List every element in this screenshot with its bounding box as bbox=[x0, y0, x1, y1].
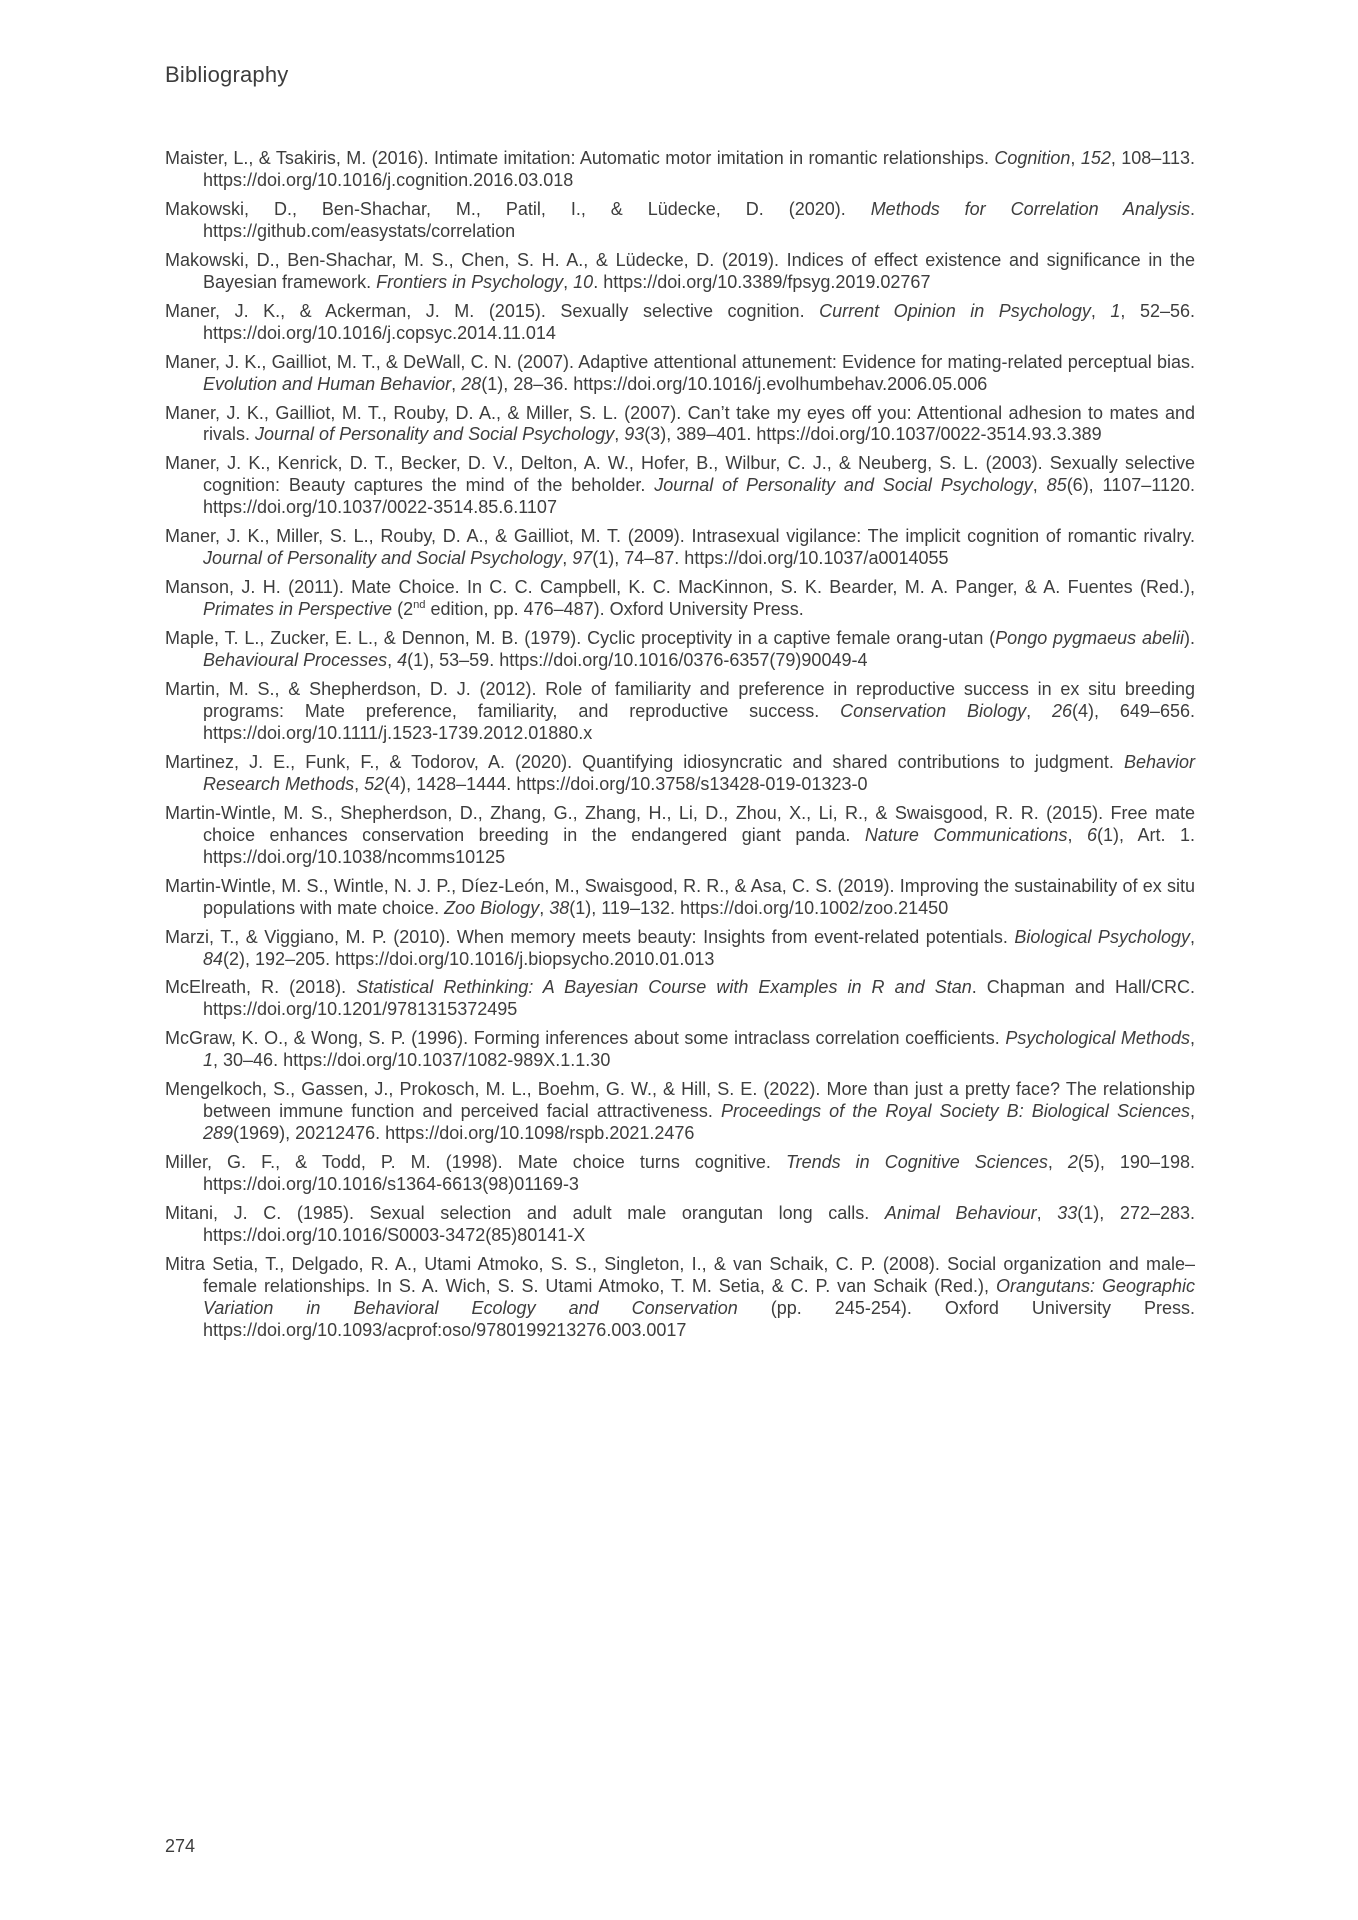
reference-text-segment: Martin-Wintle, M. S., Wintle, N. J. P., Díez-León, M., Swaisgood, R. R., & Asa, C. S. (2019). Improving the sustainability of ex situ populations with mate choice. bbox=[165, 875, 1195, 918]
reference-italic-segment: Nature Communications bbox=[864, 824, 1068, 845]
reference-text-segment: , bbox=[1189, 926, 1195, 947]
reference-entry bbox=[165, 250, 1195, 294]
reference-text-segment: Miller, G. F., & Todd, P. M. (1998). Mate choice turns cognitive. bbox=[165, 1152, 786, 1173]
reference-italic-segment: 52 bbox=[364, 773, 385, 794]
reference-text-segment: Maner, J. K., Gailliot, M. T., Rouby, D. A., & Miller, S. L. (2007). Can’t take my eyes off you: Attentional adhesion to mates and rivals. bbox=[165, 402, 1195, 445]
reference-italic-segment: Conservation Biology bbox=[840, 700, 1027, 721]
reference-italic-segment: Frontiers in Psychology bbox=[376, 271, 564, 292]
reference-italic-segment: 85 bbox=[1046, 475, 1067, 496]
reference-italic-segment: 26 bbox=[1051, 700, 1073, 721]
reference-text-segment: , bbox=[1026, 700, 1052, 721]
reference-italic-segment: Current Opinion in Psychology bbox=[819, 300, 1091, 321]
reference-entry bbox=[165, 453, 1195, 519]
reference-text-segment: (1), 53–59. https://doi.org/10.1016/0376-6357(79)90049-4 bbox=[407, 650, 868, 671]
reference-text-segment: (1), 74–87. https://doi.org/10.1037/a0014055 bbox=[592, 548, 949, 569]
reference-text-segment: , bbox=[562, 548, 573, 569]
reference-italic-segment: 289 bbox=[203, 1123, 234, 1144]
reference-italic-segment: Psychological Methods bbox=[1005, 1028, 1190, 1049]
reference-entry bbox=[165, 1028, 1195, 1072]
reference-text-segment: edition, pp. 476–487). Oxford University Press. bbox=[425, 599, 804, 620]
reference-italic-segment: 93 bbox=[624, 424, 645, 445]
reference-italic-segment: 33 bbox=[1057, 1203, 1078, 1224]
reference-italic-segment: Trends in Cognitive Sciences bbox=[785, 1152, 1048, 1173]
reference-text-segment: Maner, J. K., Gailliot, M. T., & DeWall, C. N. (2007). Adaptive attentional attunement: Evidence for mating-related perceptual bias. bbox=[165, 351, 1195, 372]
reference-italic-segment: 38 bbox=[549, 897, 570, 918]
reference-text-segment: (1), Art. 1. https://doi.org/10.1038/ncomms10125 bbox=[203, 824, 1195, 867]
reference-text-segment: McElreath, R. (2018). bbox=[165, 977, 357, 998]
reference-entry bbox=[165, 1152, 1195, 1196]
page-heading: Bibliography bbox=[165, 62, 289, 87]
reference-text-segment: (pp. 245-254). Oxford University Press. https://doi.org/10.1093/acprof:oso/9780199213276.003.0017 bbox=[203, 1297, 1195, 1340]
reference-entry bbox=[165, 977, 1195, 1021]
reference-text-segment: , bbox=[563, 271, 574, 292]
reference-text-segment: (1), 119–132. https://doi.org/10.1002/zoo.21450 bbox=[569, 897, 949, 918]
reference-text-segment: Maister, L., & Tsakiris, M. (2016). Intimate imitation: Automatic motor imitation in romantic relationships. bbox=[165, 148, 995, 168]
reference-text-segment: Manson, J. H. (2011). Mate Choice. In C. C. Campbell, K. C. MacKinnon, S. K. Bearder, M. A. Panger, & A. Fuentes (Red.), bbox=[165, 577, 1195, 598]
reference-text-segment: Makowski, D., Ben-Shachar, M. S., Chen, S. H. A., & Lüdecke, D. (2019). Indices of effect existence and significance in the Bayesian framework. bbox=[165, 249, 1195, 292]
reference-entry bbox=[165, 1079, 1195, 1145]
reference-text-segment: , bbox=[1189, 1101, 1195, 1122]
reference-text-segment: Maner, J. K., & Ackerman, J. M. (2015). Sexually selective cognition. bbox=[165, 300, 820, 321]
reference-entry bbox=[165, 876, 1195, 920]
reference-text-segment: ). bbox=[1183, 628, 1195, 649]
reference-entry bbox=[165, 628, 1195, 672]
reference-text-segment: , bbox=[451, 373, 462, 394]
reference-italic-segment: Behavior Research Methods bbox=[203, 751, 1195, 794]
reference-italic-segment: 4 bbox=[397, 650, 408, 671]
reference-text-segment: , bbox=[539, 897, 550, 918]
reference-italic-segment: Journal of Personality and Social Psychology bbox=[255, 424, 615, 445]
reference-italic-segment: Behavioural Processes bbox=[203, 650, 388, 671]
reference-italic-segment: 1 bbox=[203, 1050, 214, 1071]
reference-text-segment: Marzi, T., & Viggiano, M. P. (2010). When memory meets beauty: Insights from event-related potentials. bbox=[165, 926, 1015, 947]
reference-text-segment: Mitra Setia, T., Delgado, R. A., Utami Atmoko, S. S., Singleton, I., & van Schaik, C. P. (2008). Social organization and male–female relationships. In S. A. Wich, S. S. Utami Atmoko, T. M. Setia, & C. P. van Schaik (Red.), bbox=[165, 1253, 1195, 1296]
reference-italic-segment: Proceedings of the Royal Society B: Biological Sciences bbox=[721, 1101, 1190, 1122]
reference-text-segment: , bbox=[387, 650, 398, 671]
reference-text-segment: , 108–113. https://doi.org/10.1016/j.cognition.2016.03.018 bbox=[203, 148, 1195, 190]
reference-text-segment: , 30–46. https://doi.org/10.1037/1082-989X.1.1.30 bbox=[213, 1050, 611, 1071]
reference-italic-segment: 1 bbox=[1110, 300, 1121, 321]
reference-italic-segment: 152 bbox=[1080, 148, 1111, 168]
reference-text-segment: . https://github.com/easystats/correlation bbox=[203, 198, 1195, 241]
reference-italic-segment: Journal of Personality and Social Psychology bbox=[654, 475, 1033, 496]
reference-italic-segment: Statistical Rethinking: A Bayesian Course with Examples in R and Stan bbox=[356, 977, 972, 998]
reference-text-segment: Martinez, J. E., Funk, F., & Todorov, A. (2020). Quantifying idiosyncratic and shared contributions to judgment. bbox=[165, 751, 1124, 772]
reference-italic-segment: Biological Psychology bbox=[1014, 926, 1190, 947]
reference-text-segment: (1), 28–36. https://doi.org/10.1016/j.evolhumbehav.2006.05.006 bbox=[481, 373, 988, 394]
reference-text-segment: (2), 192–205. https://doi.org/10.1016/j.biopsycho.2010.01.013 bbox=[223, 948, 715, 969]
reference-text-segment: , bbox=[1047, 1152, 1068, 1173]
reference-text-segment: nd bbox=[413, 599, 426, 612]
reference-text-segment: , bbox=[1070, 148, 1081, 168]
reference-italic-segment: 10 bbox=[573, 271, 594, 292]
reference-entry bbox=[165, 1203, 1195, 1247]
reference-entry bbox=[165, 352, 1195, 396]
reference-italic-segment: Orangutans: Geographic Variation in Behavioral Ecology and Conservation bbox=[203, 1275, 1196, 1318]
reference-text-segment: . https://doi.org/10.3389/fpsyg.2019.02767 bbox=[593, 271, 931, 292]
reference-italic-segment: Journal of Personality and Social Psychology bbox=[203, 548, 563, 569]
reference-entry bbox=[165, 927, 1195, 971]
reference-italic-segment: 97 bbox=[572, 548, 593, 569]
reference-entry bbox=[165, 1254, 1195, 1342]
reference-text-segment: (2 bbox=[392, 599, 414, 620]
reference-italic-segment: Evolution and Human Behavior bbox=[203, 373, 452, 394]
reference-text-segment: , bbox=[354, 773, 365, 794]
reference-list bbox=[165, 148, 1195, 1349]
reference-entry bbox=[165, 679, 1195, 745]
reference-text-segment: Martin-Wintle, M. S., Shepherdson, D., Zhang, G., Zhang, H., Li, D., Zhou, X., Li, R., & Swaisgood, R. R. (2015). Free mate choice enhances conservation breeding in the endangered giant panda. bbox=[165, 802, 1195, 845]
reference-text-segment: (5), 190–198. https://doi.org/10.1016/s1364-6613(98)01169-3 bbox=[203, 1152, 1195, 1195]
reference-italic-segment: Pongo pygmaeus abelii bbox=[995, 628, 1184, 649]
reference-text-segment: Maner, J. K., Miller, S. L., Rouby, D. A., & Gailliot, M. T. (2009). Intrasexual vigilance: The implicit cognition of romantic rivalry. bbox=[165, 526, 1195, 547]
reference-text-segment: , bbox=[1067, 824, 1087, 845]
reference-italic-segment: Zoo Biology bbox=[444, 897, 540, 918]
reference-entry bbox=[165, 577, 1195, 621]
reference-entry bbox=[165, 301, 1195, 345]
reference-text-segment: Mengelkoch, S., Gassen, J., Prokosch, M. L., Boehm, G. W., & Hill, S. E. (2022). More than just a pretty face? The relationship between immune function and perceived facial attractiveness. bbox=[165, 1079, 1195, 1122]
reference-text-segment: Maple, T. L., Zucker, E. L., & Dennon, M. B. (1979). Cyclic proceptivity in a captive female orang-utan ( bbox=[165, 628, 996, 649]
reference-italic-segment: Methods for Correlation Analysis bbox=[870, 198, 1190, 219]
reference-text-segment: , bbox=[1090, 300, 1111, 321]
reference-italic-segment: 6 bbox=[1086, 824, 1097, 845]
reference-entry bbox=[165, 526, 1195, 570]
reference-text-segment: McGraw, K. O., & Wong, S. P. (1996). Forming inferences about some intraclass correlation coefficients. bbox=[165, 1028, 1006, 1049]
reference-text-segment: Maner, J. K., Kenrick, D. T., Becker, D. V., Delton, A. W., Hofer, B., Wilbur, C. J., & Neuberg, S. L. (2003). Sexually selective cognition: Beauty captures the mind of the beholder. bbox=[165, 453, 1195, 496]
reference-entry bbox=[165, 752, 1195, 796]
page-number: 274 bbox=[165, 1836, 196, 1856]
reference-text-segment: (1969), 20212476. https://doi.org/10.1098/rspb.2021.2476 bbox=[233, 1123, 695, 1144]
reference-italic-segment: 84 bbox=[203, 948, 224, 969]
reference-entry bbox=[165, 403, 1195, 447]
reference-text-segment: Mitani, J. C. (1985). Sexual selection and adult male orangutan long calls. bbox=[165, 1203, 885, 1224]
reference-entry bbox=[165, 803, 1195, 869]
reference-italic-segment: Cognition bbox=[994, 148, 1071, 168]
reference-text-segment: (3), 389–401. https://doi.org/10.1037/0022-3514.93.3.389 bbox=[644, 424, 1102, 445]
reference-text-segment: (1), 272–283. https://doi.org/10.1016/S0003-3472(85)80141-X bbox=[203, 1203, 1196, 1245]
reference-text-segment: Makowski, D., Ben-Shachar, M., Patil, I., & Lüdecke, D. (2020). bbox=[165, 198, 871, 219]
reference-text-segment: , bbox=[1036, 1203, 1058, 1224]
reference-text-segment: . Chapman and Hall/CRC. https://doi.org/10.1201/9781315372495 bbox=[203, 977, 1195, 1020]
reference-text-segment: (4), 1428–1444. https://doi.org/10.3758/s13428-019-01323-0 bbox=[384, 773, 868, 794]
reference-italic-segment: Primates in Perspective bbox=[203, 599, 393, 620]
reference-text-segment: , 52–56. https://doi.org/10.1016/j.copsyc.2014.11.014 bbox=[203, 300, 1195, 343]
reference-text-segment: , bbox=[614, 424, 625, 445]
reference-text-segment: (4), 649–656. https://doi.org/10.1111/j.1523-1739.2012.01880.x bbox=[203, 700, 1195, 743]
reference-text-segment: , bbox=[1032, 475, 1047, 496]
reference-italic-segment: 2 bbox=[1067, 1152, 1078, 1173]
reference-italic-segment: 28 bbox=[461, 373, 482, 394]
reference-text-segment: Martin, M. S., & Shepherdson, D. J. (2012). Role of familiarity and preference in reproductive success in ex situ breeding programs: Mate preference, familiarity, and reproductive success. bbox=[165, 679, 1195, 721]
reference-entry bbox=[165, 199, 1195, 243]
reference-text-segment: (6), 1107–1120. https://doi.org/10.1037/0022-3514.85.6.1107 bbox=[203, 475, 1195, 518]
reference-text-segment: , bbox=[1189, 1028, 1195, 1049]
reference-italic-segment: Animal Behaviour bbox=[884, 1203, 1037, 1224]
reference-entry bbox=[165, 148, 1195, 192]
